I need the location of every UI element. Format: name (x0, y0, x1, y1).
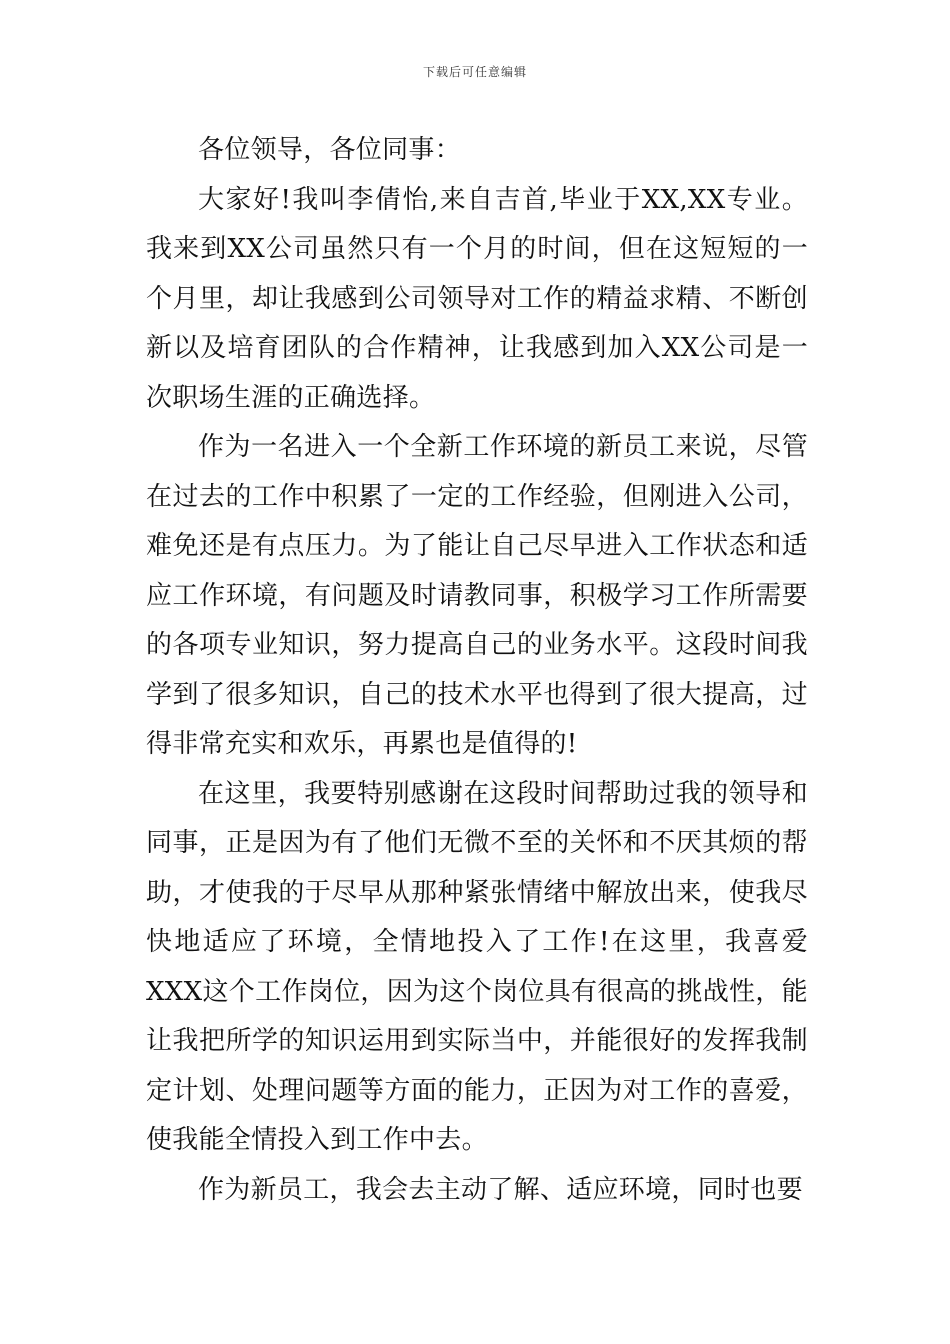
paragraph-intro: 大家好!我叫李倩怡,来自吉首,毕业于XX,XX专业。我来到XX公司虽然只有一个月的时间，但在这短短的一个月里，却让我感到公司领导对工作的精益求精、不断创新以及培育团队的合作精神，让我感到加入XX公司是一次职场生涯的正确选择。 (146, 184, 808, 413)
page-header-note: 下载后可任意编辑 (422, 65, 527, 79)
paragraph-thanks: 在这里，我要特别感谢在这段时间帮助过我的领导和同事，正是因为有了他们无微不至的关怀和不厌其烦的帮助，才使我的于尽早从那种紧张情绪中解放出来，使我尽快地适应了环境，全情地投入了工作!在这里，我喜爱XXX这个工作岗位，因为这个岗位具有很高的挑战性，能让我把所学的知识运用到实际当中，并能很好的发挥我制定计划、处理问题等方面的能力，正因为对工作的喜爱，使我能全情投入到工作中去。 (146, 778, 808, 1155)
salutation: 各位领导，各位同事： (198, 135, 462, 165)
paragraph-new-environment: 作为一名进入一个全新工作环境的新员工来说，尽管在过去的工作中积累了一定的工作经验，但刚进入公司，难免还是有点压力。为了能让自己尽早进入工作状态和适应工作环境，有问题及时请教同事，积极学习工作所需要的各项专业知识，努力提高自己的业务水平。这段时间我学到了很多知识，自己的技术水平也得到了很大提高，过得非常充实和欢乐，再累也是值得的! (146, 432, 808, 759)
document-body (146, 126, 808, 1215)
paragraph-new-employee: 作为新员工，我会去主动了解、适应环境，同时也要 (198, 1174, 803, 1205)
